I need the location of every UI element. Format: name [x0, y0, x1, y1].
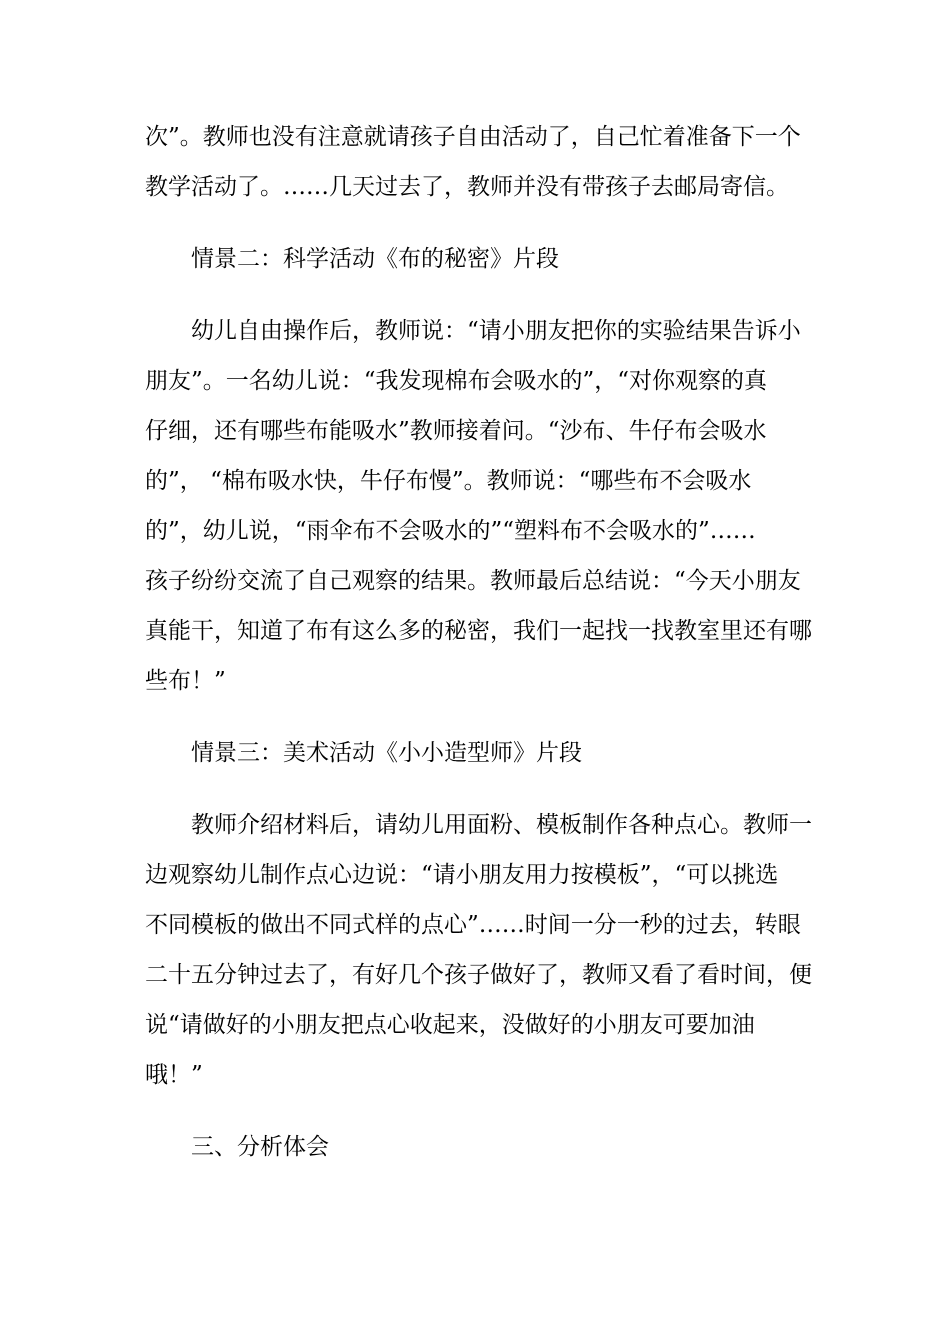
paragraph-3-line-4: 二十五分钟过去了，有好几个孩子做好了，教师又看了看时间，便: [145, 962, 812, 988]
paragraph-3-line-2: 边观察幼儿制作点心边说：“请小朋友用力按模板”，“可以挑选: [145, 862, 779, 888]
paragraph-3-line-3: 不同模板的做出不同式样的点心”……时间一分一秒的过去，转眼: [145, 912, 801, 938]
paragraph-2-line-8: 些布！”: [145, 668, 226, 694]
paragraph-3-line-6: 哦！”: [145, 1062, 203, 1088]
paragraph-1-line-1: 次”。教师也没有注意就请孩子自由活动了，自己忙着准备下一个: [145, 124, 801, 150]
paragraph-3-line-1: 教师介绍材料后，请幼儿用面粉、模板制作各种点心。教师一: [191, 812, 812, 838]
paragraph-2-line-6: 孩子纷纷交流了自己观察的结果。教师最后总结说：“今天小朋友: [145, 568, 801, 594]
paragraph-2-line-7: 真能干，知道了布有这么多的秘密，我们一起找一找教室里还有哪: [145, 618, 812, 644]
paragraph-2-line-5: 的”，幼儿说，“雨伞布不会吸水的”“塑料布不会吸水的”……: [145, 518, 756, 544]
paragraph-1-line-2: 教学活动了。……几天过去了，教师并没有带孩子去邮局寄信。: [145, 174, 789, 200]
section-heading-analysis: 三、分析体会: [191, 1134, 329, 1160]
paragraph-2-line-1: 幼儿自由操作后，教师说：“请小朋友把你的实验结果告诉小: [191, 318, 801, 344]
paragraph-2-line-2: 朋友”。一名幼儿说：“我发现棉布会吸水的”，“对你观察的真: [145, 368, 768, 394]
paragraph-3-line-5: 说“请做好的小朋友把点心收起来，没做好的小朋友可要加油: [145, 1012, 755, 1038]
heading-scene-two: 情景二：科学活动《布的秘密》片段: [191, 246, 559, 272]
paragraph-2-line-4: 的”， “棉布吸水快，牛仔布慢”。教师说：“哪些布不会吸水: [145, 468, 752, 494]
paragraph-2-line-3: 仔细，还有哪些布能吸水”教师接着问。“沙布、牛仔布会吸水: [145, 418, 767, 444]
heading-scene-three: 情景三：美术活动《小小造型师》片段: [191, 740, 582, 766]
